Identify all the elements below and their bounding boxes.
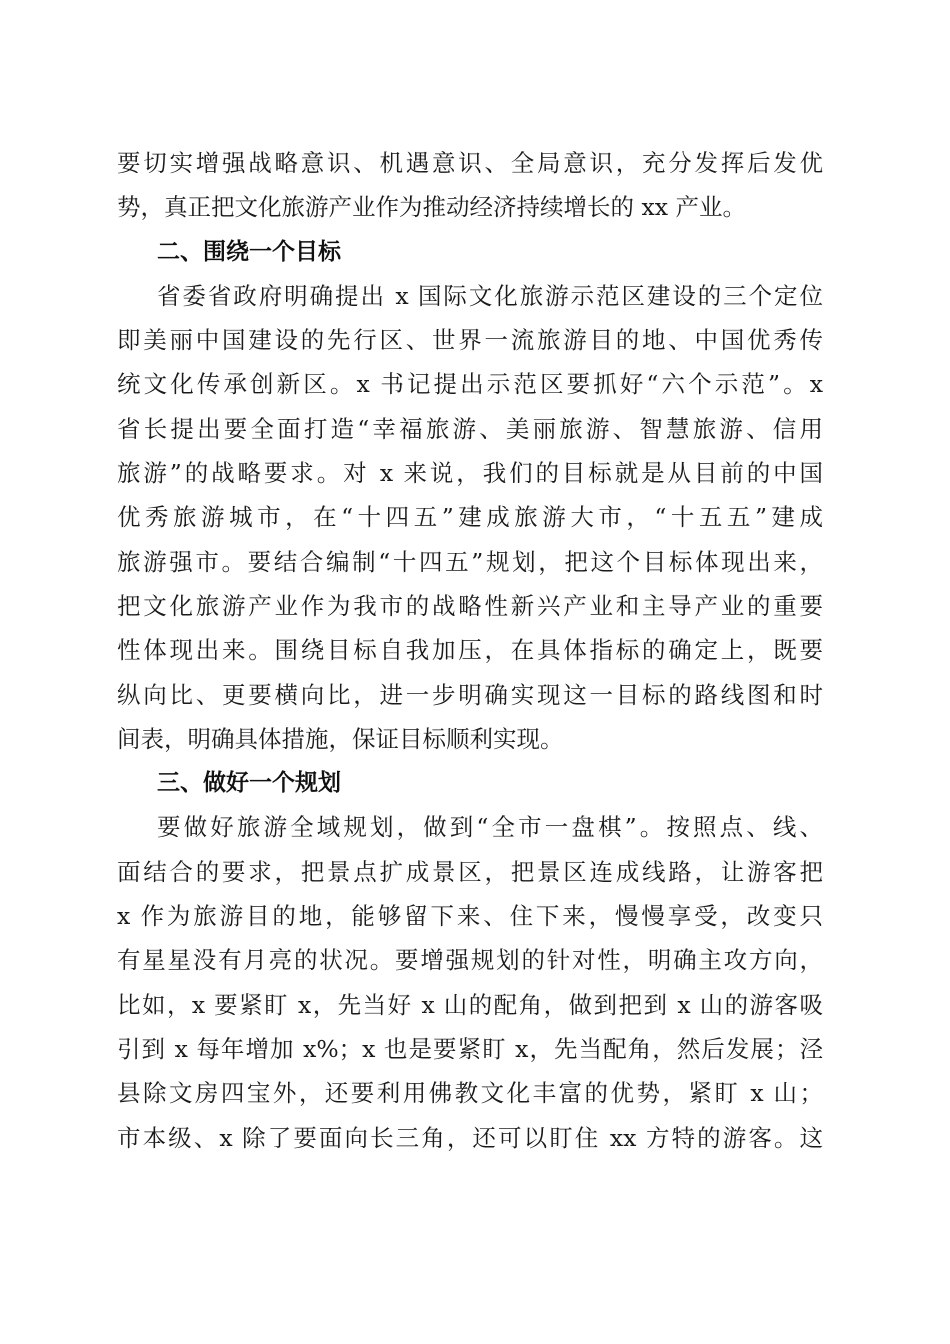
paragraph-line: 间表，明确具体措施，保证目标顺利实现。 xyxy=(117,724,564,753)
section-heading-3: 三、做好一个规划 xyxy=(157,770,341,797)
paragraph-line: 要切实增强战略意识、机遇意识、全局意识，充分发挥后发优 xyxy=(117,149,823,177)
paragraph-line: 有星星没有月亮的状况。要增强规划的针对性，明确主攻方向， xyxy=(117,946,823,975)
paragraph-line: 比如，x 要紧盯 x，先当好 x 山的配角，做到把到 x 山的游客吸 xyxy=(117,990,823,1019)
paragraph-line: 省委省政府明确提出 x 国际文化旅游示范区建设的三个定位 xyxy=(157,281,823,310)
paragraph-line: 县除文房四宝外，还要利用佛教文化丰富的优势，紧盯 x 山； xyxy=(117,1079,823,1108)
paragraph-line: 统文化传承创新区。x 书记提出示范区要抓好“六个示范”。x xyxy=(117,370,823,399)
paragraph-line: 把文化旅游产业作为我市的战略性新兴产业和主导产业的重要 xyxy=(117,591,823,620)
paragraph-line: 纵向比、更要横向比，进一步明确实现这一目标的路线图和时 xyxy=(117,680,823,709)
paragraph-line: 性体现出来。围绕目标自我加压，在具体指标的确定上，既要 xyxy=(117,636,823,665)
paragraph-line: 优秀旅游城市，在“十四五”建成旅游大市，“十五五”建成 xyxy=(117,503,823,532)
paragraph-line: x 作为旅游目的地，能够留下来、住下来，慢慢享受，改变只 xyxy=(117,902,823,931)
paragraph-line: 要做好旅游全域规划，做到“全市一盘棋”。按照点、线、 xyxy=(157,813,823,842)
paragraph-line: 面结合的要求，把景点扩成景区，把景区连成线路，让游客把 xyxy=(117,857,823,886)
paragraph-line: 引到 x 每年增加 x%；x 也是要紧盯 x，先当配角，然后发展；泾 xyxy=(117,1034,823,1063)
paragraph-line: 即美丽中国建设的先行区、世界一流旅游目的地、中国优秀传 xyxy=(117,326,823,355)
paragraph-line: 旅游强市。要结合编制“十四五”规划，把这个目标体现出来， xyxy=(117,547,823,576)
paragraph-line: 市本级、x 除了要面向长三角，还可以盯住 xx 方特的游客。这 xyxy=(117,1123,823,1152)
document-page xyxy=(117,141,823,1160)
section-heading-2: 二、围绕一个目标 xyxy=(157,238,341,265)
paragraph-line: 省长提出要全面打造“幸福旅游、美丽旅游、智慧旅游、信用 xyxy=(117,414,823,443)
paragraph-line: 势，真正把文化旅游产业作为推动经济持续增长的 xx 产业。 xyxy=(117,193,746,222)
paragraph-line: 旅游”的战略要求。对 x 来说，我们的目标就是从目前的中国 xyxy=(117,459,823,488)
